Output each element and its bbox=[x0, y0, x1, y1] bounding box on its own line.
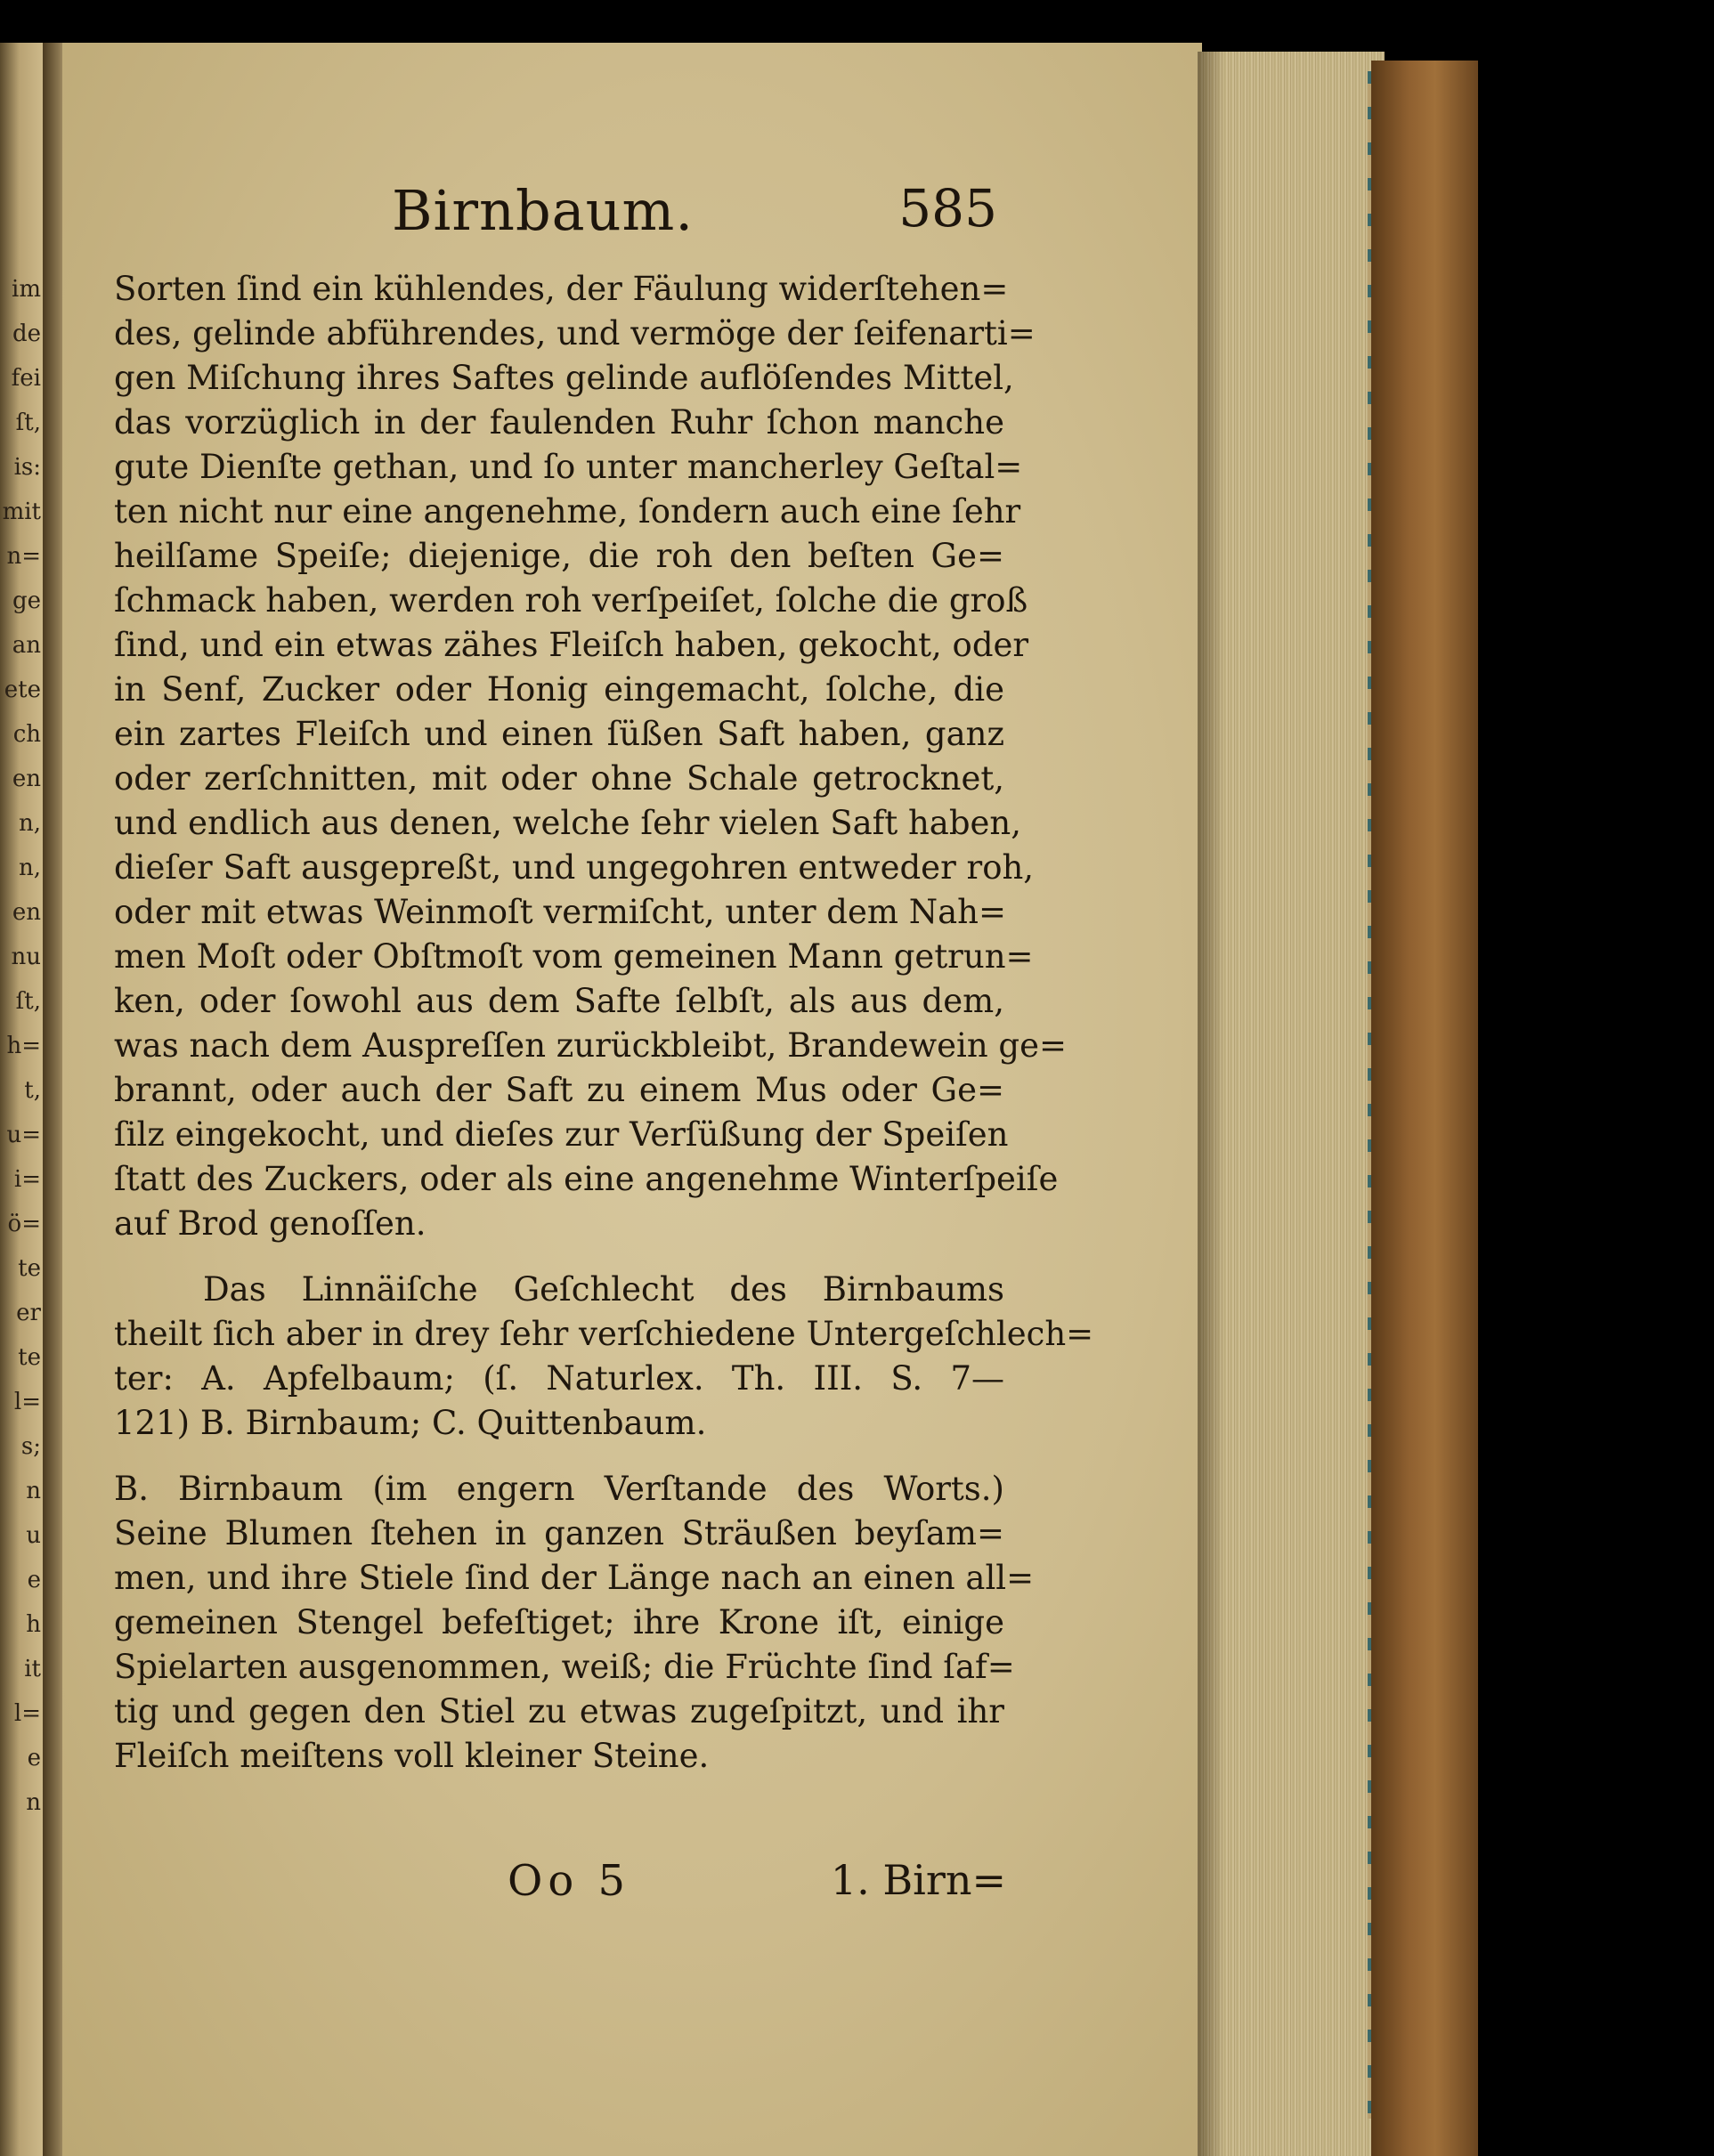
text-line: und endlich aus denen, welche ſehr vielen Saft haben, bbox=[114, 804, 1022, 842]
text-line: ter: A. Apfelbaum; (ſ. Naturlex. Th. III. S. 7— bbox=[114, 1359, 1004, 1398]
left-page-fragment: ge bbox=[12, 588, 41, 614]
text-line: oder mit etwas Weinmoſt vermiſcht, unter dem Nah= bbox=[114, 893, 1006, 931]
page-footer bbox=[508, 1856, 1006, 1918]
left-page-fragment: im bbox=[12, 276, 41, 303]
text-line: ſchmack haben, werden roh verſpeiſet, ſolche die groß bbox=[114, 581, 1028, 620]
left-page-fragment: e bbox=[27, 1745, 41, 1771]
left-page-fragment: ſt, bbox=[15, 988, 41, 1015]
text-line: tig und gegen den Stiel zu etwas zugeſpitzt, und ihr bbox=[114, 1692, 1004, 1730]
left-page-fragment: ete bbox=[4, 677, 41, 703]
text-line: das vorzüglich in der faulenden Ruhr ſchon manche bbox=[114, 403, 1004, 442]
text-line: ſtatt des Zuckers, oder als eine angenehme Winterſpeiſe bbox=[114, 1160, 1059, 1198]
left-page-fragment: er bbox=[16, 1300, 41, 1326]
text-line: Fleiſch meiſtens voll kleiner Steine. bbox=[114, 1737, 710, 1775]
text-line: gen Miſchung ihres Saftes gelinde auflöſendes Mittel, bbox=[114, 359, 1014, 397]
text-line: gute Dienſte gethan, und ſo unter mancherley Geſtal= bbox=[114, 448, 1023, 486]
left-page-fragment: an bbox=[12, 632, 41, 659]
left-page-text-fragments bbox=[0, 267, 43, 1825]
left-page-fragment: ch bbox=[12, 721, 41, 748]
text-line: ten nicht nur eine angenehme, ſondern auch eine ſehr bbox=[114, 492, 1021, 531]
paragraph-birnbaum-description bbox=[114, 1467, 1035, 1779]
left-page-fragment: u= bbox=[6, 1122, 41, 1148]
left-page-fragment: s; bbox=[20, 1433, 41, 1460]
text-line: men Moſt oder Obſtmoſt vom gemeinen Mann getrun= bbox=[114, 937, 1034, 976]
signature-mark: Oo 5 bbox=[508, 1856, 631, 1906]
left-page-fragment: ö= bbox=[7, 1211, 41, 1237]
left-page-fragment: n, bbox=[18, 855, 41, 881]
catchword: 1. Birn= bbox=[830, 1856, 1006, 1904]
left-page-fragment: te bbox=[18, 1344, 41, 1371]
text-line: in Senf, Zucker oder Honig eingemacht, ſolche, die bbox=[114, 670, 1004, 709]
text-line: heilſame Speiſe; diejenige, die roh den beſten Ge= bbox=[114, 537, 1004, 575]
page-edges bbox=[1198, 52, 1385, 2156]
page-number: 585 bbox=[898, 178, 997, 239]
left-page-fragment: n, bbox=[18, 810, 41, 837]
text-line: dieſer Saft ausgepreßt, und ungegohren entweder roh, bbox=[114, 848, 1035, 887]
left-page-fragment: t, bbox=[24, 1077, 41, 1104]
body-text bbox=[114, 267, 1094, 1800]
left-page-fragment: h= bbox=[6, 1033, 41, 1059]
left-page-fragment: it bbox=[24, 1656, 41, 1682]
text-line: 121) B. Birnbaum; C. Quittenbaum. bbox=[114, 1404, 707, 1442]
text-line: ſind, und ein etwas zähes Fleiſch haben, gekocht, oder bbox=[114, 626, 1029, 664]
left-page-fragment: en bbox=[12, 899, 41, 926]
left-page-fragment: n bbox=[26, 1478, 41, 1504]
left-page-fragment: e bbox=[27, 1567, 41, 1593]
text-line: Sorten ſind ein kühlendes, der Fäulung widerſtehen= bbox=[114, 270, 1009, 308]
left-page-fragment: en bbox=[12, 766, 41, 792]
left-page-fragment: nu bbox=[11, 944, 41, 970]
left-page-fragment: i= bbox=[13, 1166, 41, 1193]
text-line: men, und ihre Stiele ſind der Länge nach an einen all= bbox=[114, 1559, 1035, 1597]
text-line: Spielarten ausgenommen, weiß; die Früchte ſind ſaf= bbox=[114, 1648, 1015, 1686]
left-page-fragment: l= bbox=[13, 1389, 41, 1415]
text-line: theilt ſich aber in drey ſehr verſchiedene Untergeſchlech= bbox=[114, 1315, 1094, 1353]
left-page-fragment: te bbox=[18, 1255, 41, 1282]
text-line: ſilz eingekocht, und dieſes zur Verſüßung der Speiſen bbox=[114, 1115, 1009, 1154]
text-line: gemeinen Stengel befeſtiget; ihre Krone iſt, einige bbox=[114, 1603, 1004, 1641]
left-page-fragment: u bbox=[26, 1522, 41, 1549]
left-page-fragment: n= bbox=[6, 543, 41, 570]
left-page-fragment: h bbox=[26, 1611, 41, 1638]
text-line: brannt, oder auch der Saft zu einem Mus oder Ge= bbox=[114, 1071, 1004, 1109]
left-page-fragment: mit bbox=[2, 498, 41, 525]
page-header bbox=[392, 178, 997, 249]
text-line: was nach dem Auspreſſen zurückbleibt, Brandewein ge= bbox=[114, 1026, 1068, 1065]
text-line: B. Birnbaum (im engern Verſtande des Worts.) bbox=[114, 1470, 1004, 1508]
left-page-fragment: ſt, bbox=[15, 409, 41, 436]
left-page-fragment: l= bbox=[13, 1700, 41, 1727]
page-edges-shadow bbox=[1198, 52, 1224, 2156]
left-page-fragment: is: bbox=[13, 454, 41, 481]
leather-cover bbox=[1371, 61, 1478, 2156]
paragraph-linnaean-genus bbox=[114, 1268, 1094, 1446]
text-line: ken, oder ſowohl aus dem Safte ſelbſt, als aus dem, bbox=[114, 982, 1004, 1020]
text-line: Seine Blumen ſtehen in ganzen Sträußen beyſam= bbox=[114, 1514, 1004, 1552]
left-page-fragment: de bbox=[12, 320, 41, 347]
text-line: Das Linnäiſche Geſchlecht des Birnbaums bbox=[203, 1270, 1004, 1309]
left-page-fragment: n bbox=[26, 1789, 41, 1816]
text-line: ein zartes Fleiſch und einen ſüßen Saft haben, ganz bbox=[114, 715, 1004, 753]
text-line: des, gelinde abführendes, und vermöge der ſeifenarti= bbox=[114, 314, 1036, 353]
paragraph-fruit-uses bbox=[114, 267, 1068, 1246]
text-line: oder zerſchnitten, mit oder ohne Schale getrocknet, bbox=[114, 759, 1004, 798]
left-page-fragment: fei bbox=[11, 365, 41, 392]
running-head: Birnbaum. bbox=[392, 178, 695, 243]
text-line: auf Brod genoſſen. bbox=[114, 1204, 426, 1243]
